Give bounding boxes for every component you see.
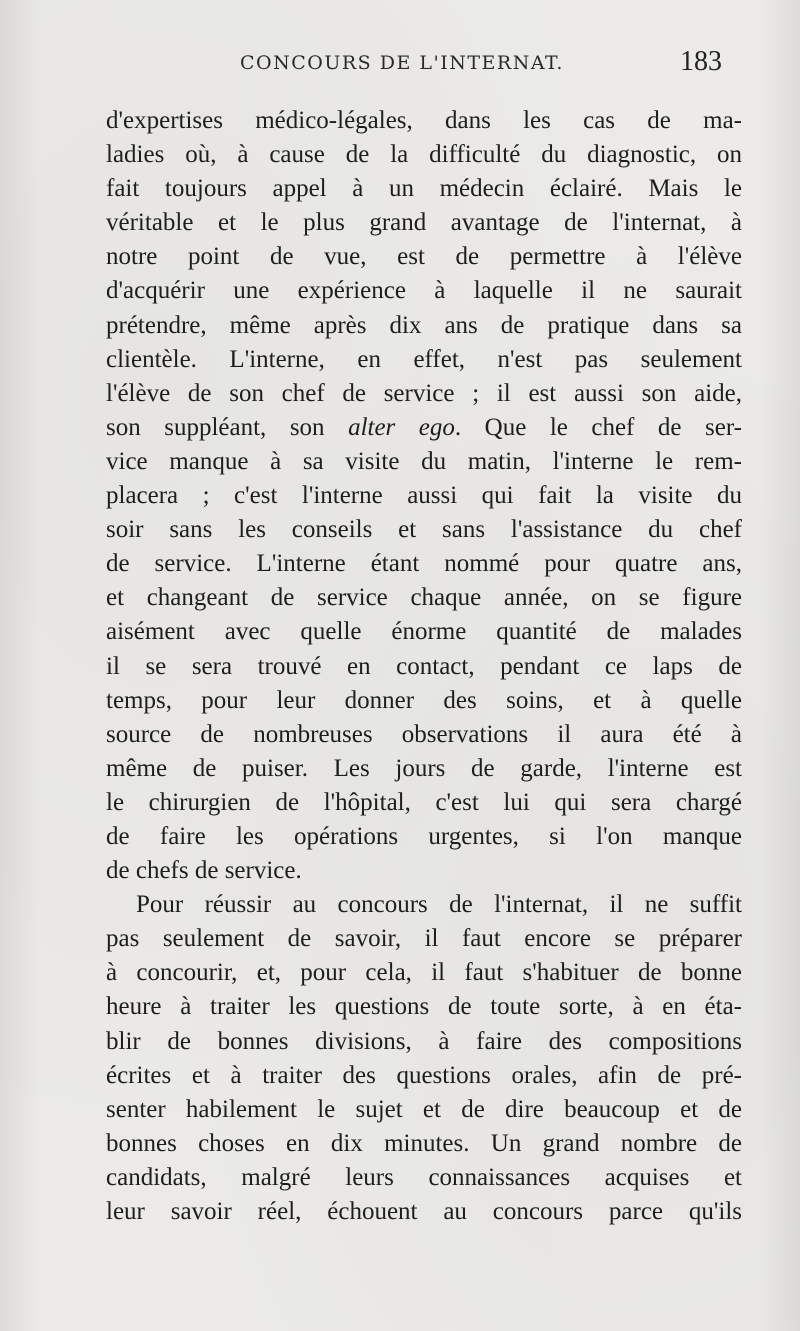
- text-line: d'expertises médico-légales, dans les cas de ma-: [106, 107, 742, 134]
- paragraph-end-line: de chefs de service.: [106, 857, 302, 885]
- text-line: il se sera trouvé en contact, pendant ce laps de: [106, 652, 742, 680]
- paragraph-start-line: Pour réussir au concours de l'internat, il ne suffit: [136, 891, 742, 919]
- text-line: et changeant de service chaque année, on se figure: [106, 584, 742, 612]
- text-line: source de nombreuses observations il aura été à: [106, 720, 742, 748]
- running-head: CONCOURS DE L'INTERNAT.: [240, 52, 564, 74]
- text-line: leur savoir réel, échouent au concours parce qu'ils: [106, 1198, 742, 1225]
- text-line: ladies où, à cause de la difficulté du diagnostic, on: [106, 141, 742, 169]
- text-line: le chirurgien de l'hôpital, c'est lui qui sera chargé: [106, 788, 742, 816]
- text-line: aisément avec quelle énorme quantité de malades: [106, 618, 742, 646]
- text-line: fait toujours appel à un médecin éclairé. Mais le: [106, 175, 742, 203]
- text-line: bonnes choses en dix minutes. Un grand nombre de: [106, 1129, 742, 1157]
- text-line: heure à traiter les questions de toute sorte, à en éta-: [106, 993, 742, 1021]
- text-line: vice manque à sa visite du matin, l'interne le rem-: [106, 447, 742, 475]
- text-segment: . Que le chef de ser-: [454, 413, 742, 441]
- text-line: véritable et le plus grand avantage de l'internat, à: [106, 209, 742, 237]
- text-line: de service. L'interne étant nommé pour quatre ans,: [106, 550, 742, 578]
- text-line: l'élève de son chef de service ; il est aussi son aide,: [106, 379, 742, 407]
- text-line: candidats, malgré leurs connaissances acquises et: [106, 1163, 742, 1191]
- text-line: senter habilement le sujet et de dire beaucoup et de: [106, 1095, 742, 1123]
- italic-phrase: alter ego: [348, 413, 455, 441]
- text-line-with-italic: [106, 411, 742, 445]
- text-line: écrites et à traiter des questions orales, afin de pré-: [106, 1061, 742, 1089]
- text-segment: son suppléant, son: [106, 413, 349, 441]
- text-line: temps, pour leur donner des soins, et à quelle: [106, 686, 742, 714]
- text-line: notre point de vue, est de permettre à l'élève: [106, 243, 742, 271]
- text-line: soir sans les conseils et sans l'assistance du chef: [106, 516, 742, 544]
- page-number: 183: [680, 46, 722, 77]
- text-line: placera ; c'est l'interne aussi qui fait la visite du: [106, 482, 742, 510]
- body-text: [106, 104, 742, 1229]
- text-line: clientèle. L'interne, en effet, n'est pas seulement: [106, 345, 742, 373]
- text-line: même de puiser. Les jours de garde, l'interne est: [106, 754, 742, 782]
- text-line: d'acquérir une expérience à laquelle il ne saurait: [106, 277, 742, 305]
- text-line: prétendre, même après dix ans de pratique dans sa: [106, 311, 742, 339]
- text-line: à concourir, et, pour cela, il faut s'habituer de bonne: [106, 959, 742, 987]
- text-line: pas seulement de savoir, il faut encore se préparer: [106, 925, 742, 953]
- text-line: de faire les opérations urgentes, si l'on manque: [106, 822, 742, 850]
- text-line: blir de bonnes divisions, à faire des compositions: [106, 1027, 742, 1055]
